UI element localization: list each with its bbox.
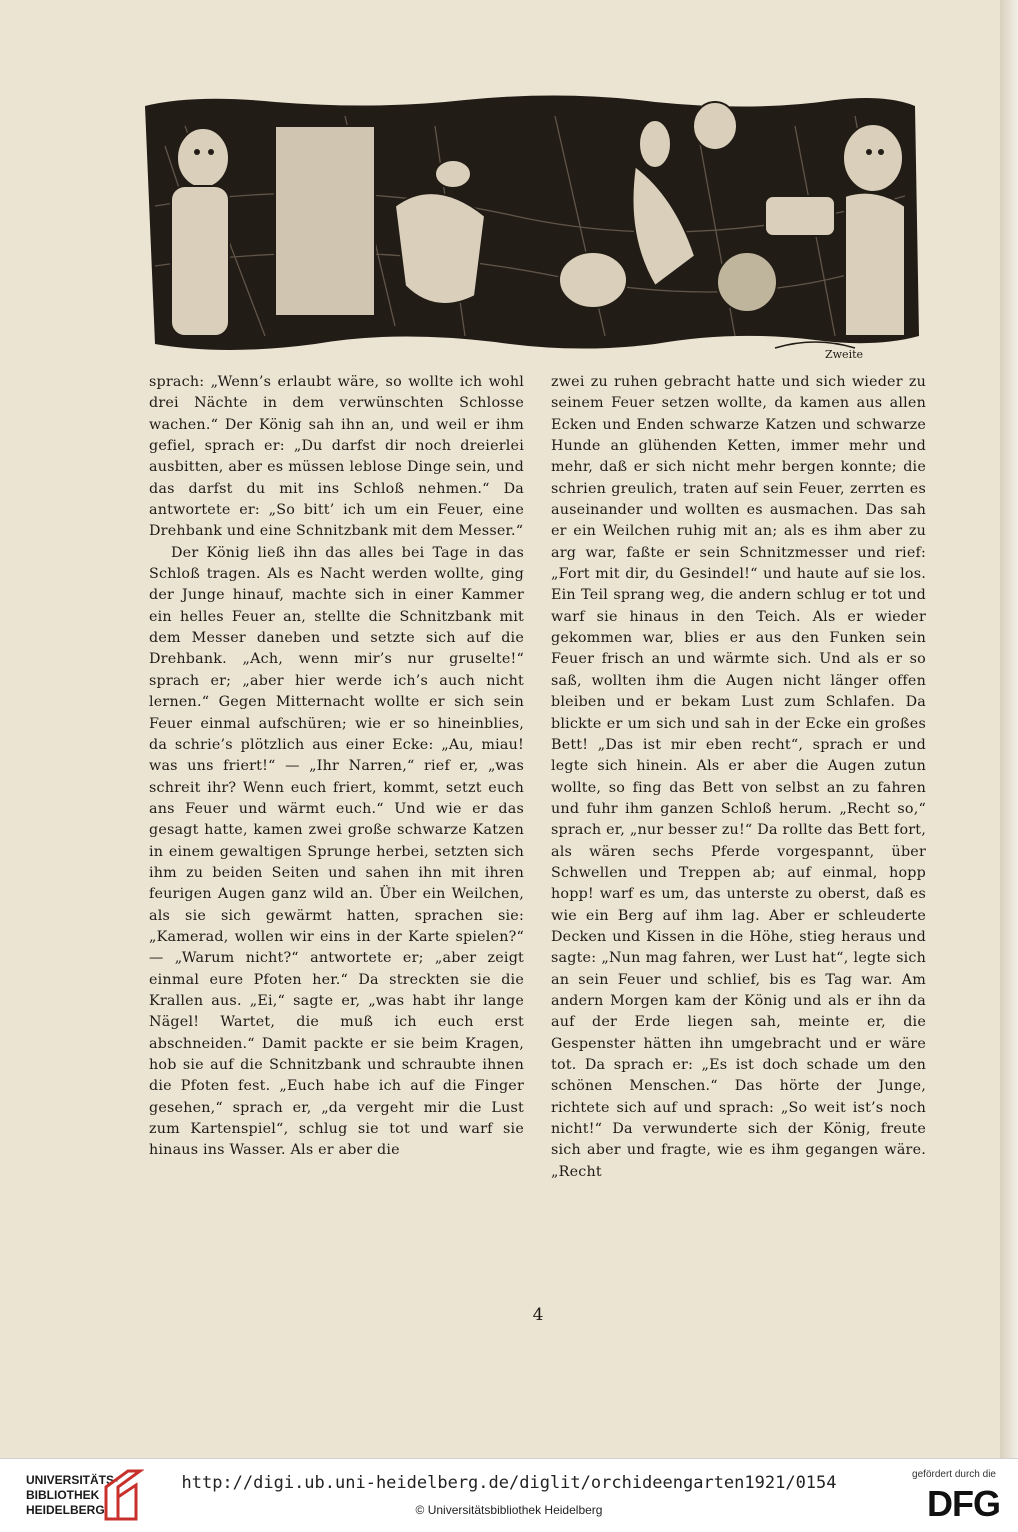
funded-by-label: gefördert durch die bbox=[912, 1469, 996, 1480]
library-name-line: BIBLIOTHEK bbox=[26, 1488, 100, 1502]
woodcut-illustration bbox=[135, 86, 921, 364]
page-edge bbox=[1000, 0, 1018, 1458]
illustration-signature: Zweite bbox=[825, 348, 864, 361]
text-column-left bbox=[149, 372, 524, 1162]
paragraph: zwei zu ruhen gebracht hatte und sich wieder zu seinem Feuer setzen wollte, da kamen aus allen Ecken und Enden schwarze Katzen und schwarze Hunde an glühenden Ketten, immer mehr und mehr, daß er sich nicht mehr bergen konnte; die schrien greulich, traten auf sein Feuer, zerrten es auseinander und wollten es ausmachen. Das sah er ein Weilchen ruhig mit an; als es ihm aber zu arg war, faßte er sein Schnitzmesser und rief: „Fort mit dir, du Gesindel!“ und haute auf sie los. Ein Teil sprang weg, die andern schlug er tot und warf sie hinaus in den Teich. Als er wieder gekommen war, blies er aus den Funken sein Feuer frisch an und wärmte sich. Und als er so saß, wollten ihm die Augen nicht länger offen bleiben und er bekam Lust zum Schlafen. Da blickte er um sich und sah in der Ecke ein großes Bett! „Das ist mir eben recht“, sprach er und legte sich hinein. Als er aber die Augen zutun wollte, so fing das Bett von selbst an zu fahren und fuhr ihm ganzen Schloß herum. „Recht so,“ sprach er, „nur besser zu!“ Da rollte das Bett fort, als wären sechs Pferde vorgespannt, über Schwellen und Treppen ab; auf einmal, hopp hopp! warf es um, das unterste zu oberst, daß es wie ein Berg auf ihm lag. Aber er schleuderte Decken und Kissen in die Höhe, stieg heraus und sagte: „Nun mag fahren, wer Lust hat“, legte sich an sein Feuer und schlief, bis es Tag war. Am andern Morgen kam der König und als er ihn da auf der Erde liegen sah, meinte er, die Gespenster hätten ihn umgebracht und er wäre tot. Da sprach er: „Es ist doch schade um den schönen Menschen.“ Das hörte der Junge, richtete sich auf und sprach: „So weit ist’s noch nicht!“ Da verwunderte sich der König, freute sich aber und fragte, wie es ihm gegangen wäre. „Recht bbox=[551, 374, 926, 1180]
page-number: 4 bbox=[532, 1305, 544, 1325]
viewer-footer bbox=[0, 1458, 1018, 1532]
dfg-logo: DFG bbox=[927, 1483, 1000, 1524]
paragraph: Der König ließ ihn das alles bei Tage in das Schloß tragen. Als es Nacht werden wollte, ging der Junge hinauf, machte sich in einer Kammer ein helles Feuer an, stellte die Schnitzbank mit dem Messer daneben und setzte sich auf die Drehbank. „Ach, wenn mir’s nur gruselte!“ sprach er; „aber hier werde ich’s auch nicht lernen.“ Gegen Mitternacht wollte er sich sein Feuer einmal aufschüren; wie er so hineinblies, da schrie’s plötzlich aus einer Ecke: „Au, miau! was uns friert!“ — „Ihr Narren,“ rief er, „was schreit ihr? Wenn euch friert, kommt, setzt euch ans Feuer und wärmt euch.“ Und wie er das gesagt hatte, kamen zwei große schwarze Katzen in einem gewaltigen Sprunge herbei, setzten sich ihm zu beiden Seiten und sahen ihn mit ihren feurigen Augen ganz wild an. Über ein Weilchen, als sie sich gewärmt hatten, sprachen sie: „Kamerad, wollen wir eins in der Karte spielen?“ — „Warum nicht?“ antwortete er; „aber zeigt einmal eure Pfoten her.“ Da streckten sie die Krallen aus. „Ei,“ sagte er, „was habt ihr lange Nägel! Wartet, die muß ich euch erst abschneiden.“ Damit packte er sie beim Kragen, hob sie auf die Schnitzbank und schraubte ihnen die Pfoten fest. „Euch habe ich auf die Finger gesehen,“ sprach er, „da vergeht mir die Lust zum Kartenspiel“, schlug sie tot und warf sie hinaus ins Wasser. Als er aber die bbox=[149, 544, 524, 1159]
copyright-notice: © Universitätsbibliothek Heidelberg bbox=[415, 1503, 603, 1517]
paragraph: sprach: „Wenn’s erlaubt wäre, so wollte ich wohl drei Nächte in dem verwünschten Schlosse wachen.“ Der König sah ihn an, und weil er ihm gefiel, sprach er: „Du darfst dir noch dreierlei ausbitten, aber es müssen leblose Dinge sein, und das darfst du mit ins Schloß nehmen.“ Da antwortete er: „So bitt’ ich um ein Feuer, eine Drehbank und eine Schnitzbank mit dem Messer.“ bbox=[149, 374, 524, 540]
permalink-url[interactable]: http://digi.ub.uni-heidelberg.de/diglit/orchideengarten1921/0154 bbox=[181, 1473, 837, 1493]
library-name-line: UNIVERSITÄTS- bbox=[26, 1473, 119, 1487]
text-column-right bbox=[551, 372, 926, 1183]
library-name-line: HEIDELBERG bbox=[26, 1503, 105, 1517]
